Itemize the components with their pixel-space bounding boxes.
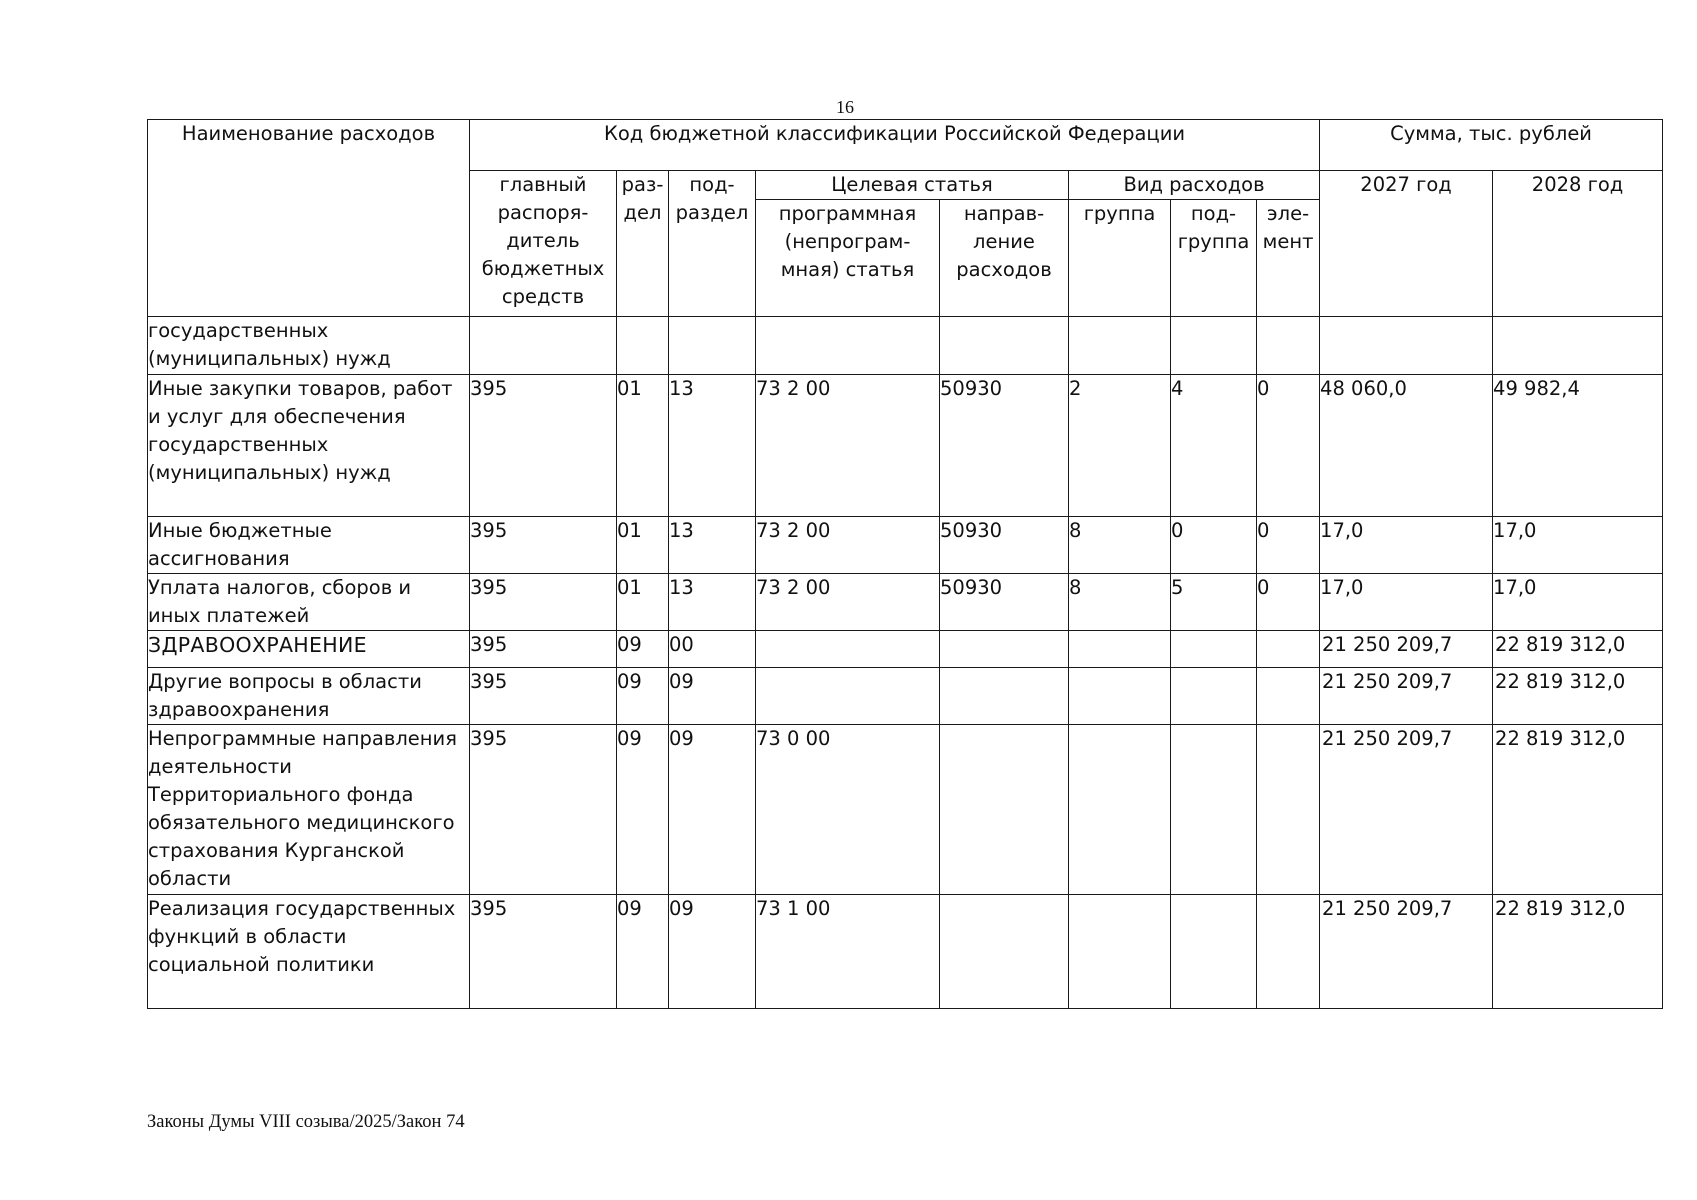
row-element — [1257, 317, 1320, 375]
row-sum-2027: 21 250 209,7 — [1320, 895, 1493, 1009]
row-direction: 50930 — [940, 517, 1069, 574]
row-section: 09 — [617, 895, 669, 1009]
table-row — [148, 317, 1663, 375]
row-group — [1069, 725, 1171, 895]
row-group — [1069, 895, 1171, 1009]
row-direction — [940, 895, 1069, 1009]
row-subsection: 13 — [669, 517, 756, 574]
row-element: 0 — [1257, 375, 1320, 517]
row-manager — [470, 317, 617, 375]
row-manager: 395 — [470, 574, 617, 631]
row-sum-2028: 49 982,4 — [1493, 375, 1663, 517]
row-section: 01 — [617, 574, 669, 631]
row-program — [756, 668, 940, 725]
row-direction — [940, 668, 1069, 725]
header-year-2028: 2028 год — [1493, 171, 1663, 317]
row-manager: 395 — [470, 668, 617, 725]
row-element: 0 — [1257, 517, 1320, 574]
table-row — [148, 574, 1663, 631]
row-subsection: 13 — [669, 375, 756, 517]
table-row — [148, 375, 1663, 517]
row-name: Непрограммные направления деятельности Территориального фонда обязательного медицинского страхования Курганской области — [148, 725, 470, 895]
row-direction: 50930 — [940, 574, 1069, 631]
row-program — [756, 631, 940, 668]
row-section: 09 — [617, 631, 669, 668]
row-manager: 395 — [470, 895, 617, 1009]
row-subgroup — [1171, 317, 1257, 375]
row-direction — [940, 317, 1069, 375]
row-program: 73 1 00 — [756, 895, 940, 1009]
header-sum: Сумма, тыс. рублей — [1320, 120, 1663, 171]
row-section: 09 — [617, 668, 669, 725]
table-row — [148, 517, 1663, 574]
row-name: Уплата налогов, сборов и иных платежей — [148, 574, 470, 631]
row-subgroup: 0 — [1171, 517, 1257, 574]
row-section: 01 — [617, 375, 669, 517]
row-group: 8 — [1069, 574, 1171, 631]
row-subsection: 00 — [669, 631, 756, 668]
document-footer: Законы Думы VIII созыва/2025/Закон 74 — [147, 1112, 465, 1132]
row-manager: 395 — [470, 517, 617, 574]
row-subgroup: 4 — [1171, 375, 1257, 517]
row-subsection: 09 — [669, 668, 756, 725]
table-row — [148, 631, 1663, 668]
header-code: Код бюджетной классификации Российской Федерации — [470, 120, 1320, 171]
row-subsection: 09 — [669, 725, 756, 895]
header-main-manager: главный распоря-дитель бюджетных средств — [470, 171, 617, 317]
row-subsection: 13 — [669, 574, 756, 631]
row-section: 09 — [617, 725, 669, 895]
row-subgroup — [1171, 895, 1257, 1009]
header-target-article: Целевая статья — [756, 171, 1069, 200]
row-name: Иные бюджетные ассигнования — [148, 517, 470, 574]
row-sum-2027: 21 250 209,7 — [1320, 725, 1493, 895]
row-sum-2028 — [1493, 317, 1663, 375]
row-direction: 50930 — [940, 375, 1069, 517]
header-name: Наименование расходов — [148, 120, 470, 317]
row-sum-2027: 21 250 209,7 — [1320, 631, 1493, 668]
row-manager: 395 — [470, 725, 617, 895]
row-group: 8 — [1069, 517, 1171, 574]
table-row — [148, 725, 1663, 895]
header-element: эле-мент — [1257, 200, 1320, 317]
budget-expenses-table — [147, 119, 1663, 1009]
row-subsection: 09 — [669, 895, 756, 1009]
row-direction — [940, 725, 1069, 895]
row-group — [1069, 668, 1171, 725]
row-manager: 395 — [470, 631, 617, 668]
row-direction — [940, 631, 1069, 668]
row-sum-2028: 17,0 — [1493, 574, 1663, 631]
row-sum-2028: 22 819 312,0 — [1493, 895, 1663, 1009]
row-element — [1257, 631, 1320, 668]
row-program: 73 2 00 — [756, 375, 940, 517]
row-subgroup — [1171, 725, 1257, 895]
row-program: 73 2 00 — [756, 517, 940, 574]
row-sum-2027: 17,0 — [1320, 574, 1493, 631]
row-subsection — [669, 317, 756, 375]
table-row — [148, 668, 1663, 725]
row-name: Иные закупки товаров, работ и услуг для обеспечения государственных (муниципальных) нужд — [148, 375, 470, 517]
row-name: ЗДРАВООХРАНЕНИЕ — [148, 631, 470, 668]
row-sum-2027 — [1320, 317, 1493, 375]
row-sum-2028: 17,0 — [1493, 517, 1663, 574]
row-sum-2027: 21 250 209,7 — [1320, 668, 1493, 725]
row-subgroup — [1171, 631, 1257, 668]
table-row — [148, 895, 1663, 1009]
row-section — [617, 317, 669, 375]
header-program-article: программная (непрограм-мная) статья — [756, 200, 940, 317]
header-direction: направ-ление расходов — [940, 200, 1069, 317]
row-section: 01 — [617, 517, 669, 574]
row-sum-2028: 22 819 312,0 — [1493, 725, 1663, 895]
row-program — [756, 317, 940, 375]
header-expense-type: Вид расходов — [1069, 171, 1320, 200]
row-group — [1069, 631, 1171, 668]
row-element — [1257, 725, 1320, 895]
row-subgroup: 5 — [1171, 574, 1257, 631]
row-sum-2028: 22 819 312,0 — [1493, 631, 1663, 668]
row-sum-2027: 48 060,0 — [1320, 375, 1493, 517]
header-subgroup: под-группа — [1171, 200, 1257, 317]
header-year-2027: 2027 год — [1320, 171, 1493, 317]
row-group: 2 — [1069, 375, 1171, 517]
header-subsection: под-раздел — [669, 171, 756, 317]
row-subgroup — [1171, 668, 1257, 725]
row-name: Другие вопросы в области здравоохранения — [148, 668, 470, 725]
row-name: Реализация государственных функций в области социальной политики — [148, 895, 470, 1009]
row-program: 73 0 00 — [756, 725, 940, 895]
row-element — [1257, 668, 1320, 725]
row-sum-2028: 22 819 312,0 — [1493, 668, 1663, 725]
row-element: 0 — [1257, 574, 1320, 631]
header-group: группа — [1069, 200, 1171, 317]
header-section: раз-дел — [617, 171, 669, 317]
row-element — [1257, 895, 1320, 1009]
row-manager: 395 — [470, 375, 617, 517]
page-number: 16 — [836, 97, 854, 117]
row-name: государственных (муниципальных) нужд — [148, 317, 470, 375]
row-sum-2027: 17,0 — [1320, 517, 1493, 574]
row-program: 73 2 00 — [756, 574, 940, 631]
row-group — [1069, 317, 1171, 375]
